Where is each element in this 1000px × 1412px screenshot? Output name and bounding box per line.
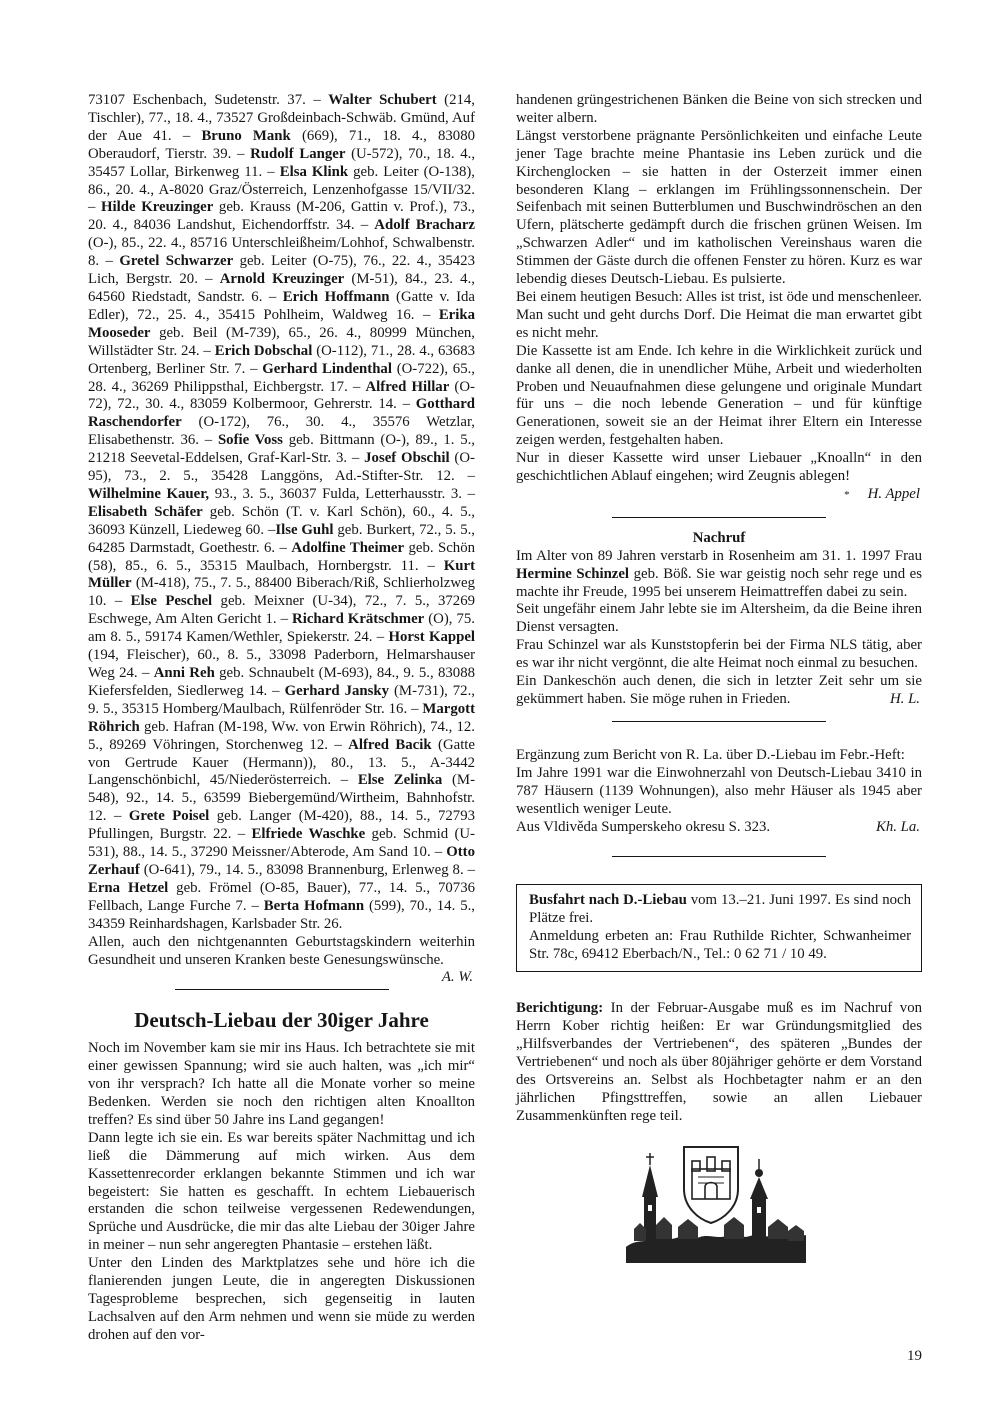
notice-contact: Anmeldung erbeten an: Frau Ruthilde Richter, Schwanheimer Str. 78c, 69412 Eberbach/N., Tel.: 0 62 71 / 10 49. bbox=[529, 928, 911, 963]
birthday-person-name: Kurt Müller bbox=[88, 557, 475, 592]
birthday-details: (U-572), 70., 18. 4., 35457 Lollar, Birkenweg 11. – bbox=[88, 145, 476, 180]
birthday-person-name: Berta Hofmann bbox=[263, 897, 365, 914]
birthday-details: (O-), 85., 22. 4., 85716 Unterschleißheim/Lohhof, Schwalbenstr. 8. – bbox=[88, 235, 475, 270]
obituary-closing bbox=[516, 673, 922, 709]
birthday-details: (O-112), 71., 28. 4., 63683 Ortenberg, Berliner Str. 7. – bbox=[88, 342, 475, 377]
article-signature bbox=[516, 486, 922, 505]
birthday-details: (669), 71., 18. 4., 83080 Oberaudorf, Tierstr. 39. – bbox=[88, 127, 475, 162]
article-paragraph: Noch im November kam sie mir ins Haus. Ich betrachtete sie mit einer gewissen Spannung; wird sie auch halten, was „ich mir“ von ihr versprach? Ich hatte all die Monate vorher so meine Bedenken. Werden sie noch den richtigen alten Knoallton treffen? Es sind über 50 Jahre ins Land gegangen! bbox=[88, 1040, 475, 1128]
birthday-person-name: Gerhard Jansky bbox=[284, 682, 390, 699]
birthday-details: (O-72), 72., 30. 4., 83059 Kolbermoor, Gehrerstr. 14. – bbox=[88, 378, 475, 413]
supplement-paragraph: Im Jahre 1991 war die Einwohnerzahl von Deutsch-Liebau 3410 in 787 Häusern (1139 Wohnungen), also mehr Häuser als 1945 aber wesentlich weniger Leute. bbox=[516, 764, 922, 817]
birthday-person-name: Richard Krätschmer bbox=[292, 611, 425, 628]
birthday-person-name: Josef Obschil bbox=[364, 450, 450, 467]
birthday-person-name: Adolf Bracharz bbox=[374, 217, 475, 234]
divider-rule bbox=[612, 856, 826, 857]
birthday-details: geb. Beil (M-739), 65., 26. 4., 80999 München, Willstädter Str. 24. – bbox=[88, 324, 475, 359]
birthday-details: (O-641), 79., 14. 5., 83098 Brannenburg, Erlenweg 8. – bbox=[139, 861, 475, 878]
article-paragraph: Längst verstorbene prägnante Persönlichkeiten und einfache Leute jener Tage brachte meine Phantasie ins Leben zurück und die Kirchenglocken – sie hatten in der Osterzeit immer einen besonderen Klang – erklangen im Frühlingssonnenschein. Der Seifenbach mit seinen Butterblumen und Buschwindröschen an den Ufern, plätscherte gedämpft durch die frischen grünen Weisen. Im „Schwarzen Adler“ und im katholischen Vereinshaus waren die Stimmen der Gäste durch die offenen Fenster zu hören. Kurz es war lebendig dieses Deutsch-Liebau. Es pulsierte. bbox=[516, 127, 922, 288]
correction-heading: Berichtigung: bbox=[516, 1000, 604, 1017]
obituary-paragraph bbox=[516, 548, 922, 602]
correction-text: In der Februar-Ausgabe muß es im Nachruf von Herrn Kober richtig heißen: Er war Gründungsmitglied des „Hilfsverbandes der Vertriebenen“, des späteren „Bundes der Vertriebenen“ und noch als über 80jähriger gehörte er dem Vorstand des Ortsvereins an. Selbst als Hochbetagter nahm er an den jährlichen Pfingsttreffen, sowie an allen Liebauer Zusammenkünften rege teil. bbox=[516, 1000, 922, 1124]
left-column bbox=[88, 92, 475, 1345]
birthday-person-name: Otto Zerhauf bbox=[88, 844, 475, 878]
divider-rule bbox=[612, 517, 826, 518]
birthday-person-name: Ilse Guhl bbox=[275, 521, 334, 538]
birthday-details: geb. Schmid (U-531), 88., 14. 5., 37290 Meissner/Abterode, Am Sand 10. – bbox=[88, 826, 475, 861]
town-emblem-icon bbox=[626, 1143, 806, 1263]
birthday-details: 73107 Eschenbach, Sudetenstr. 37. – bbox=[88, 92, 329, 108]
birthday-person-name: Erich Dobschal bbox=[214, 342, 313, 359]
birthday-details: geb. Schön (58), 85., 6. 5., 35315 Maulbach, Hornbergstr. 11. – bbox=[88, 539, 475, 574]
birthday-details: (M-548), 92., 14. 5., 63599 Biebergemünd/Wirtheim, Bahnhofstr. 12. – bbox=[88, 772, 475, 825]
birthday-person-name: Alfred Bacik bbox=[348, 736, 432, 753]
birthday-person-name: Bruno Mank bbox=[201, 127, 291, 144]
birthday-details: geb. Hafran (M-198, Ww. von Erwin Röhrich), 74., 12. 5., 89269 Vöhringen, Storchenweg 12. – bbox=[88, 718, 475, 753]
birthday-paragraph bbox=[88, 934, 475, 970]
birthday-details: geb. Frömel (O-85, Bauer), 77., 14. 5., 70736 Fellbach, Lange Furche 7. – bbox=[88, 879, 475, 914]
supplement-source-row bbox=[516, 819, 922, 837]
obituary-text: geb. Böß. Sie war geistig noch sehr rege und es machte ihr Freude, 1995 bei unserem Heimattreffen dabei zu sein. bbox=[516, 565, 922, 600]
signature-mark: * bbox=[844, 488, 850, 501]
bus-trip-notice bbox=[516, 884, 922, 972]
birthday-person-name: Adolfine Theimer bbox=[291, 539, 405, 556]
birthday-person-name: Margott Röhrich bbox=[88, 700, 475, 735]
signature-name: H. Appel bbox=[867, 485, 920, 502]
birthday-person-name: Gerhard Lindenthal bbox=[262, 360, 392, 377]
article-paragraph: Dann legte ich sie ein. Es war bereits später Nachmittag und ich ließ die Dämmerung auf mich wirken. Aus dem Kassettenrecorder erklangen bekannte Stimmen und ich war begeistert: Sie hatten es geschafft. In echtem Liebauerisch erstanden die schon teilweise vergessenen Redewendungen, Sprüche und Ausdrücke, die mir das alte Liebau der 30iger Jahre in meiner – nun sehr angeregten Phantasie – erstehen läßt. bbox=[88, 1129, 475, 1254]
divider-rule bbox=[175, 989, 389, 990]
birthday-person-name: Hilde Kreuzinger bbox=[101, 199, 214, 216]
birthday-details: (M-418), 75., 7. 5., 88400 Biberach/Riß, Schlierholzweg 10. – bbox=[88, 575, 475, 610]
birthday-details: geb. Schnaubelt (M-693), 84., 9. 5., 83088 Kiefersfelden, Siedlerweg 14. – bbox=[88, 665, 475, 699]
birthday-details: (599), 70., 14. 5., 34359 Reinhardshagen, Karlsbader Str. 26. bbox=[88, 897, 475, 932]
supplement-paragraph: Ergänzung zum Bericht von R. La. über D.-Liebau im Febr.-Heft: bbox=[516, 746, 905, 763]
birthday-details: (M-731), 72., 9. 5., 35315 Homberg/Maulbach, Rülfenröder Str. 16. – bbox=[88, 682, 475, 717]
birthday-details: geb. Leiter (O-75), 76., 22. 4., 35423 Lich, Bergstr. 20. – bbox=[88, 253, 475, 288]
birthday-details: (O-722), 65., 28. 4., 36269 Philippsthal, Eichbergstr. 17. – bbox=[88, 360, 475, 395]
supplement-source: Aus Vldivěda Sumperskeho okresu S. 323. bbox=[516, 818, 771, 835]
birthday-person-name: Gretel Schwarzer bbox=[119, 253, 234, 270]
notice-paragraph bbox=[529, 892, 911, 928]
birthday-signature: A. W. bbox=[441, 969, 473, 986]
birthday-person-name: Sofie Voss bbox=[217, 432, 283, 449]
birthday-paragraph bbox=[88, 92, 475, 934]
obituary-signature: H. L. bbox=[889, 691, 920, 708]
article-paragraph: Bei einem heutigen Besuch: Alles ist trist, ist öde und menschenleer. Man sucht und geht durchs Dorf. Die Heimat die man erwartet gibt es nicht mehr. bbox=[516, 288, 922, 341]
birthday-list bbox=[88, 92, 475, 969]
birthday-person-name: Erika Mooseder bbox=[88, 306, 475, 341]
birthday-person-name: Alfred Hillar bbox=[365, 378, 450, 395]
birthday-details: geb. Langer (M-420), 88., 14. 5., 72793 Pfullingen, Burgstr. 22. – bbox=[88, 808, 475, 843]
birthday-details: (Gatte v. Ida Edler), 72., 25. 4., 35415 Pohlheim, Waldweg 16. – bbox=[88, 288, 475, 323]
birthday-details: (194, Fleischer), 60., 8. 5., 33098 Paderborn, Helmarshauser Weg 24. – bbox=[88, 647, 475, 681]
birthday-person-name: Erich Hoffmann bbox=[282, 288, 390, 305]
birthday-person-name: Else Peschel bbox=[130, 593, 213, 610]
article-title: Deutsch-Liebau der 30iger Jahre bbox=[134, 1008, 429, 1033]
birthday-details: Allen, auch den nichtgenannten Geburtstagskindern weiterhin Gesundheit und unseren Kranken beste Genesungswünsche. bbox=[88, 933, 475, 968]
birthday-person-name: Rudolf Langer bbox=[250, 145, 346, 162]
birthday-person-name: Elfriede Waschke bbox=[251, 826, 366, 843]
obituary-text: Im Alter von 89 Jahren verstarb in Rosenheim am 31. 1. 1997 Frau bbox=[516, 547, 922, 564]
birthday-person-name: Else Zelinka bbox=[357, 772, 443, 789]
birthday-details: geb. Meixner (U-34), 72., 7. 5., 37269 Eschwege, Am Alten Gericht 1. – bbox=[88, 593, 475, 628]
birthday-person-name: Grete Poisel bbox=[128, 808, 210, 825]
birthday-person-name: Anni Reh bbox=[153, 665, 215, 681]
birthday-person-name: Erna Hetzel bbox=[88, 879, 169, 896]
birthday-person-name: Wilhelmine Kauer, bbox=[88, 485, 210, 502]
page-number: 19 bbox=[907, 1348, 922, 1364]
right-column bbox=[516, 92, 922, 1263]
article-paragraph: Unter den Linden des Marktplatzes sehe und höre ich die flanierenden jungen Leute, die in angeregten Diskussionen Tagesprobleme besprechen, sich gegenseitig in lauten Lachsalven auf den Arm nehmen und wenn sie müde zu werden drohen auf den vor- bbox=[88, 1255, 475, 1343]
birthday-person-name: Walter Schubert bbox=[328, 92, 437, 108]
birthday-details: geb. Leiter (O-138), 86., 20. 4., A-8020 Graz/Österreich, Lenzenhofgasse 15/VII/32. – bbox=[88, 163, 475, 216]
obituary-title: Nachruf bbox=[692, 529, 746, 546]
birthday-details: geb. Krauss (M-206, Gattin v. Prof.), 73., 20. 4., 84036 Landshut, Eichendorffstr. 34. – bbox=[88, 199, 475, 234]
article-paragraph: handenen grüngestrichenen Bänken die Beine von sich strecken und weiter albern. bbox=[516, 92, 922, 126]
notice-heading: Busfahrt nach D.-Liebau bbox=[529, 892, 687, 909]
birthday-details: geb. Bittmann (O-), 89., 1. 5., 21218 Seevetal-Eddelsen, Graf-Karl-Str. 3. – bbox=[88, 432, 475, 467]
obituary-paragraph: Ein Dankeschön auch denen, die sich in letzter Zeit sehr um sie gekümmert haben. Sie möge ruhen in Frieden. bbox=[516, 673, 922, 707]
notice-text: vom 13.–21. Juni 1997. Es sind noch Plätze frei. bbox=[529, 892, 911, 927]
birthday-details: (Gatte von Gertrude Kauer (Hermann)), 80., 13. 5., A-3442 Langenschönbichl, 45/Niederösterreich. – bbox=[88, 736, 475, 789]
obituary-name: Hermine Schinzel bbox=[516, 565, 630, 582]
birthday-person-name: Arnold Kreuzinger bbox=[219, 271, 345, 288]
birthday-person-name: Horst Kappel bbox=[388, 629, 475, 646]
divider-rule bbox=[612, 721, 826, 722]
birthday-details: geb. Burkert, 72., 5. 5., 64285 Darmstadt, Goethestr. 6. – bbox=[88, 521, 475, 556]
birthday-details: (O-172), 76., 30. 4., 35576 Wetzlar, Elisabethenstr. 36. – bbox=[88, 414, 475, 449]
birthday-person-name: Gotthard Raschendorfer bbox=[88, 396, 475, 431]
obituary-paragraph: Frau Schinzel war als Kunststopferin bei der Firma NLS tätig, aber es war ihr nicht vergönnt, die alte Heimat noch einmal zu besuchen. bbox=[516, 637, 922, 672]
birthday-person-name: Elisabeth Schäfer bbox=[88, 503, 203, 520]
birthday-details: (O-95), 73., 2. 5., 35428 Langgöns, Ad.-Stifter-Str. 12. – bbox=[88, 450, 475, 485]
birthday-details: (M-51), 84., 23. 4., 64560 Riedstadt, Sandstr. 6. – bbox=[88, 271, 475, 305]
town-skyline-with-coat-of-arms-icon bbox=[626, 1143, 806, 1263]
birthday-person-name: Elsa Klink bbox=[279, 163, 349, 180]
birthday-details: (214, Tischler), 77., 18. 4., 73527 Großdeinbach-Schwäb. Gmünd, Auf der Aue 41. – bbox=[88, 92, 475, 144]
article-paragraph: Die Kassette ist am Ende. Ich kehre in die Wirklichkeit zurück und danke all denen, die in unendlicher Mühe, Arbeit und wiederholten Proben und Neuaufnahmen diese gelungene und originale Mundart für uns – die noch lebende Generation – und für künftige Generationen, soweit sie an der Heimat ihrer Eltern ein Interesse zeigen werden, festgehalten haben. bbox=[516, 342, 922, 449]
birthday-details: (O), 75. am 8. 5., 59174 Kamen/Wethler, Spiekerstr. 24. – bbox=[88, 611, 475, 646]
supplement-signature: Kh. La. bbox=[876, 818, 920, 835]
obituary-paragraph: Seit ungefähr einem Jahr lebte sie im Altersheim, da die Beine ihren Dienst versagten. bbox=[516, 601, 922, 636]
birthday-details: geb. Schön (T. v. Karl Schön), 60., 4. 5., 36093 Künzell, Liedeweg 60. – bbox=[88, 503, 475, 538]
article-paragraph: Nur in dieser Kassette wird unser Liebauer „Knoalln“ in den geschichtlichen Ablauf eingehen; wird Zeugnis ablegen! bbox=[516, 450, 922, 485]
correction-paragraph bbox=[516, 1000, 922, 1125]
birthday-details: 93., 3. 5., 36037 Fulda, Letterhausstr. 3. – bbox=[209, 485, 475, 502]
